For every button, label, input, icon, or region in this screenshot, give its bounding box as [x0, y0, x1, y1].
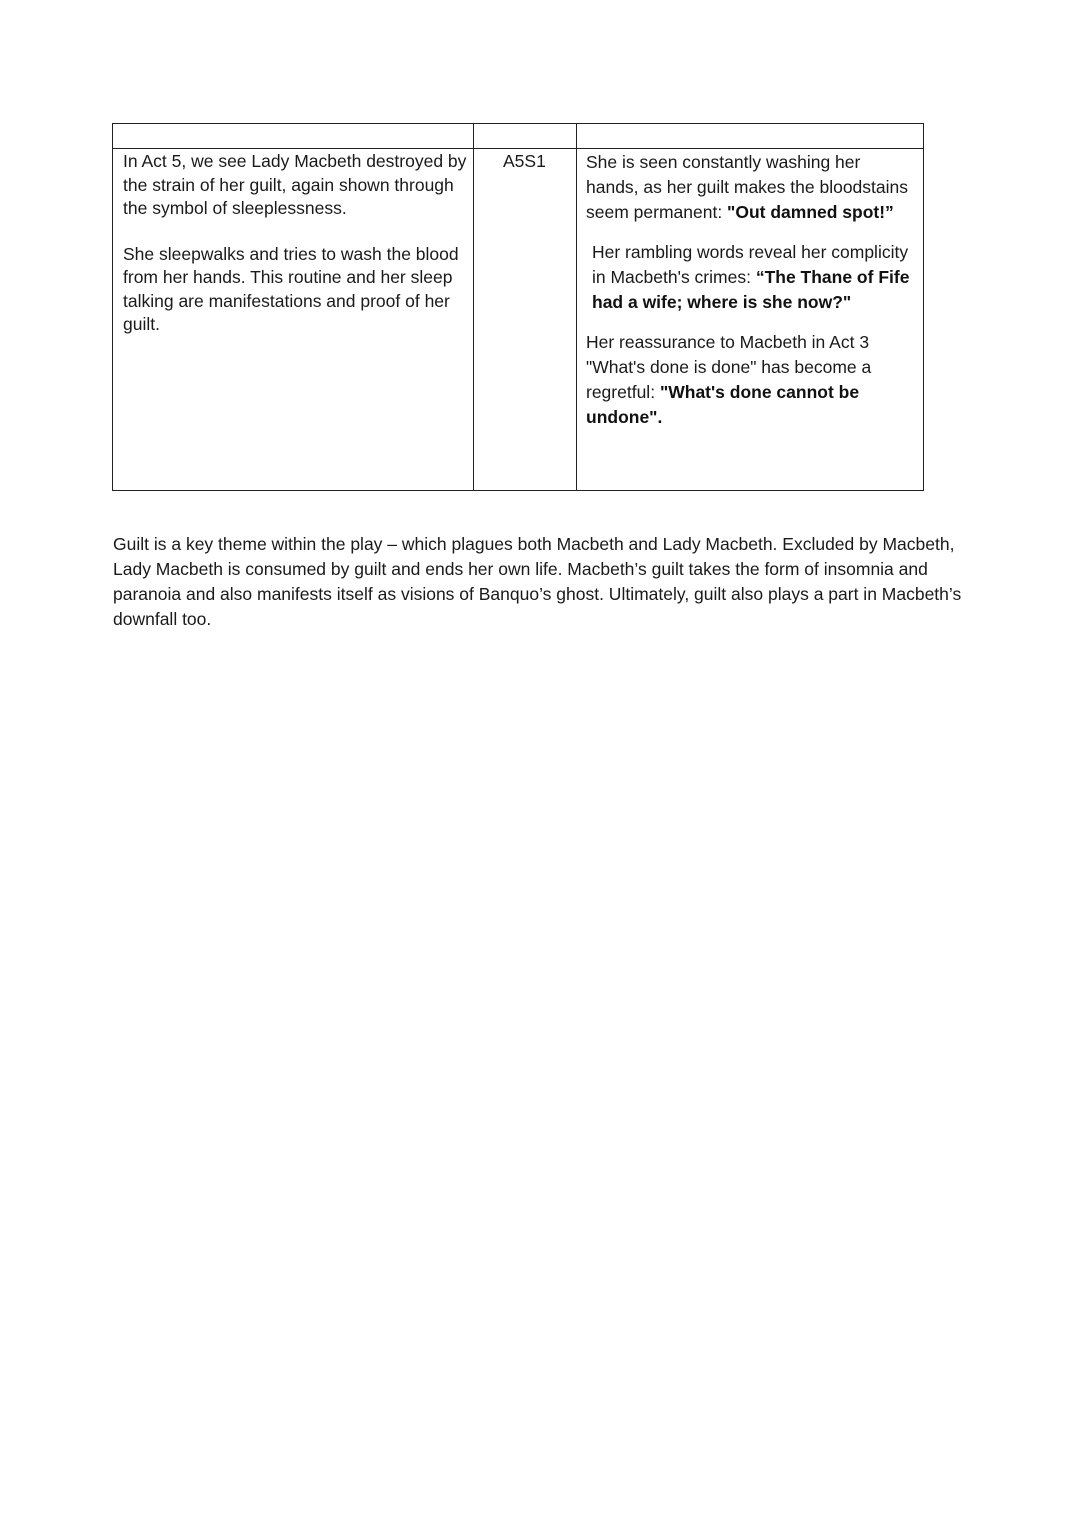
- evidence-quote-2: “The Thane of Fife had a wife; where is she now?": [592, 267, 910, 312]
- column-divider-2: [576, 124, 577, 490]
- table-header-divider: [113, 148, 923, 149]
- evidence-cell: [586, 150, 914, 445]
- evidence-text-3: Her reassurance to Macbeth in Act 3 "What's done is done" has become a regretful:: [586, 332, 872, 402]
- summary-paragraph: Guilt is a key theme within the play – which plagues both Macbeth and Lady Macbeth. Excluded by Macbeth, Lady Macbeth is consumed by guilt and ends her own life. Macbeth’s guilt takes the form of insomnia and paranoia and also manifests itself as visions of Banquo’s ghost. Ultimately, guilt also plays a part in Macbeth’s downfall too.: [113, 534, 962, 629]
- evidence-text-1: She is seen constantly washing her hands, as her guilt makes the bloodstains seem permanent:: [586, 152, 908, 222]
- evidence-block-2: [586, 240, 914, 315]
- evidence-quote-3: "What's done cannot be undone".: [586, 382, 860, 427]
- evidence-block-3: [586, 330, 914, 430]
- analysis-cell: [123, 150, 468, 359]
- evidence-block-1: [586, 150, 914, 225]
- evidence-text-2: Her rambling words reveal her complicity in Macbeth's crimes:: [592, 242, 909, 287]
- scene-reference: A5S1: [503, 151, 546, 171]
- analysis-table: [112, 123, 924, 491]
- column-divider-1: [473, 124, 474, 490]
- analysis-paragraph-1: In Act 5, we see Lady Macbeth destroyed by the strain of her guilt, again shown through the symbol of sleeplessness.: [123, 151, 467, 218]
- analysis-paragraph-2: She sleepwalks and tries to wash the blood from her hands. This routine and her sleep talking are manifestations and proof of her guilt.: [123, 243, 459, 334]
- evidence-quote-1: "Out damned spot!”: [727, 202, 894, 222]
